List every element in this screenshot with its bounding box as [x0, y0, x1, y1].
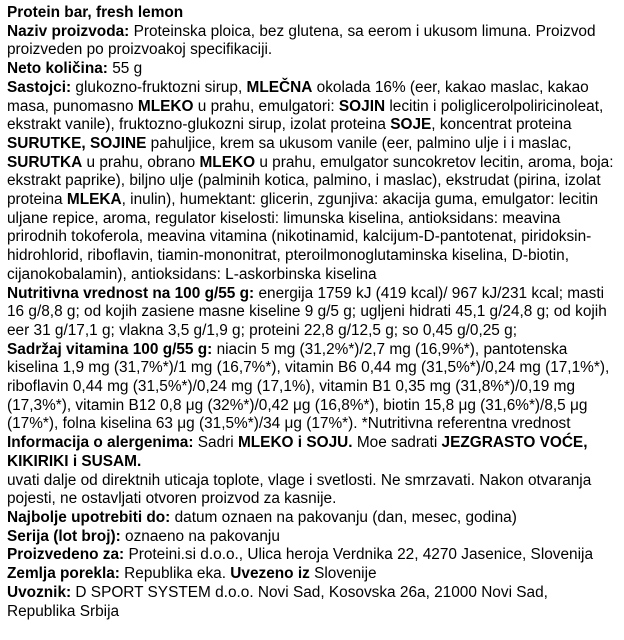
text-run: Proteini.si d.o.o., Ulica heroja Verdnika 22, 4270 Jasenice, Slovenija: [124, 546, 594, 564]
product-name: [7, 23, 619, 60]
ingredients: [7, 79, 619, 285]
bold-text-run: SURUTKE, SOJINE: [7, 134, 147, 152]
text-run: oznaeno na pakovanju: [120, 527, 280, 545]
text-run: , inulin), humektant: glicerin, zgunjiva: akacija guma, emulgator: lecitin uljane repice, aroma, regulator kiselosti: limunska kiselina, antioksidans: meavina prirodnih tokoferola, meavina vitamina (nikotinamid, kalcijum-D-pantotenat, piridoksin-hidrohlorid, riboflavin, tiamin-mononitrat, pteroilmonoglutaminska kiselina, D-biotin, cijanokobalamin), antioksidans: L-askorbinska kiselina: [7, 191, 599, 283]
bold-text-run: Uvezeno iz: [230, 565, 310, 583]
bold-text-run: Uvoznik:: [7, 583, 72, 601]
text-run: okolada 16% (eer, kakao maslac, kakao masa, punomasno: [7, 78, 589, 115]
best-before: [7, 509, 619, 528]
text-run: D SPORT SYSTEM d.o.o. Novi Sad, Kosovska 26a, 21000 Novi Sad, Republika Srbija: [7, 583, 548, 620]
bold-text-run: Informacija o alergenima:: [7, 434, 194, 452]
text-run: glukozno-fruktozni sirup,: [71, 78, 247, 96]
bold-text-run: Neto količina:: [7, 60, 108, 78]
bold-text-run: MLEKO: [199, 153, 256, 171]
text-run: pahuljice, krem sa ukusom vanile (eer, palmino ulje i i maslac,: [146, 134, 572, 152]
bold-text-run: Sadržaj vitamina 100 g/55 g:: [7, 340, 213, 358]
text-run: u prahu, emulgator suncokretov lecitin, aroma, boja: ekstrakt paprike), biljno ulje (palminih kotica, palmino, i maslac), ekstrudat (pirina, izolat proteina: [7, 153, 614, 209]
text-run: , koncentrat proteina: [431, 116, 572, 134]
allergen-info: [7, 434, 619, 471]
bold-text-run: Sastojci:: [7, 78, 72, 96]
bold-text-run: Serija (lot broj):: [7, 527, 121, 545]
produced-for: [7, 546, 619, 565]
text-run: 55 g: [107, 60, 143, 78]
bold-text-run: Nutritivna vrednost na 100 g/55 g:: [7, 284, 255, 302]
bold-text-run: SOJIN: [338, 97, 386, 115]
bold-text-run: Naziv proizvoda:: [7, 22, 130, 40]
text-run: energija 1759 kJ (419 kcal)/ 967 kJ/231 kcal; masti 16 g/8,8 g; od kojih zasiene masne kiseline 9 g/5 g; ugljeni hidrati 45,1 g/24,8 g; od kojih eer 31 g/17,1 g; vlakna 3,5 g/1,9 g; proteini 22,8 g/12,5 g; so 0,45 g/0,25 g;: [7, 284, 607, 339]
bold-text-run: Proizvedeno za:: [7, 546, 125, 564]
text-run: niacin 5 mg (31,2%*)/2,7 mg (16,9%*), pantotenska kiselina 1,9 mg (31,7%*)/1 mg (16,7%*), vitamin B6 0,44 mg (31,5%*)/0,24 mg (17,1%*), riboflavin 0,44 mg (31,5%*)/0,24 mg (17,1%), vitamin B1 0,35 mg (31,8%*)/0,19 mg (17,3%*), vitamin B12 0,8 μg (32%*)/0,42 μg (16,8%*), biotin 15,8 μg (31,6%*)/8,5 μg (17%*), folna kiselina 63 μg (31,5%*)/34 μg (17%*). *Nutritivna referentna vrednost: [7, 340, 610, 433]
nutrition-facts: [7, 285, 619, 341]
country-of-origin: [7, 565, 619, 584]
text-run: datum oznaen na pakovanju (dan, mesec, godina): [170, 508, 517, 526]
text-run: lecitin i poliglicerolpoliricinoleat, ekstrakt vanile), fruktozno-glukozni sirup, izolat proteina: [7, 97, 604, 134]
bold-text-run: Zemlja porekla:: [7, 565, 120, 583]
bold-text-run: SOJE: [390, 116, 432, 134]
text-run: Moe sadrati: [352, 434, 442, 452]
bold-text-run: MLEKA: [66, 191, 122, 209]
lot-number: [7, 528, 619, 547]
net-quantity: [7, 60, 619, 79]
bold-text-run: Najbolje upotrebiti do:: [7, 508, 171, 526]
text-run: Slovenije: [309, 565, 377, 583]
bold-text-run: MLEKO: [137, 97, 194, 115]
text-run: Republika eka.: [119, 565, 231, 583]
vitamin-content: [7, 341, 619, 435]
text-run: u prahu, emulgatori:: [193, 97, 339, 115]
importer: [7, 584, 619, 621]
text-run: Sadri: [193, 434, 238, 452]
text-run: Proteinska ploica, bez glutena, sa eerom i ukusom limuna. Proizvod proizveden po proizvoakoj specifikaciji.: [7, 22, 596, 59]
text-run: uvati dalje od direktnih uticaja toplote, vlage i svetlosti. Ne smrzavati. Nakon otvaranja pojesti, ne ostavljati otvoren proizvod za kasnije.: [7, 471, 592, 508]
bold-text-run: JEZGRASTO VOĆE, KIKIRIKI i SUSAM.: [7, 434, 588, 470]
bold-text-run: SURUTKA: [7, 153, 83, 171]
text-run: u prahu, obrano: [82, 153, 200, 171]
product-title: [7, 4, 619, 23]
bold-text-run: MLEKO i SOJU.: [237, 434, 353, 452]
bold-text-run: Protein bar, fresh lemon: [7, 4, 184, 21]
bold-text-run: MLEČNA: [246, 78, 313, 96]
storage-instructions: [7, 472, 619, 509]
